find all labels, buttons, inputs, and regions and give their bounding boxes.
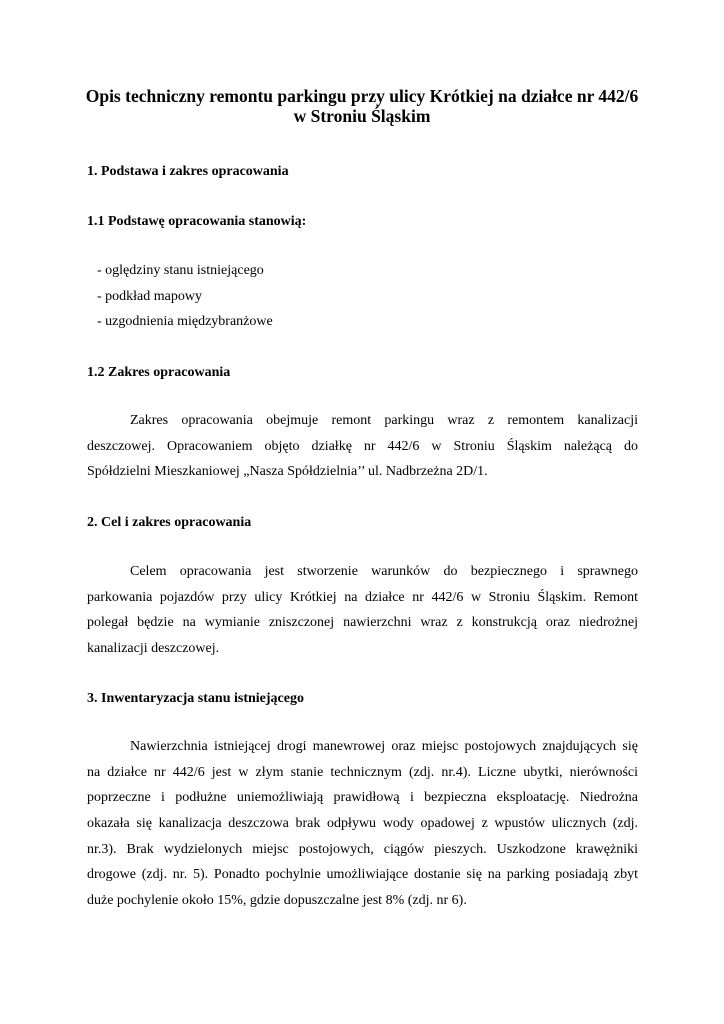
paragraph-line: Celem opracowania jest stworzenie warunków do bezpiecznego i sprawnego	[130, 564, 638, 579]
title-line-1: Opis techniczny remontu parkingu przy ulicy Krótkiej na działce nr 442/6	[85, 86, 639, 106]
paragraph-line: Spółdzielni Mieszkaniowej „Nasza Spółdzielnia’’ ul. Nadbrzeżna 2D/1.	[87, 464, 488, 480]
paragraph-line: kanalizacji deszczowej.	[87, 641, 220, 657]
section-2-heading: 2. Cel i zakres opracowania	[87, 515, 252, 530]
paragraph-line: drogowe (zdj. nr. 5). Ponadto pochylnie umożliwiające dostanie się na parking posiadają zbyt	[87, 867, 638, 883]
section-1-1-heading: 1.1 Podstawę opracowania stanowią:	[87, 214, 307, 229]
section-3-heading: 3. Inwentaryzacja stanu istniejącego	[87, 691, 304, 706]
list-item-agreements: - uzgodnienia międzybranżowe	[97, 314, 273, 329]
list-item-map-base: - podkład mapowy	[97, 289, 202, 304]
paragraph-line: Nawierzchnia istniejącej drogi manewrowej oraz miejsc postojowych znajdujących się	[130, 739, 638, 754]
document-title	[60, 86, 664, 126]
paragraph-line: poprzeczne i podłużne uniemożliwiają prawidłową i bezpieczna eksploatację. Niedrożna	[87, 790, 638, 806]
section-1-2-heading: 1.2 Zakres opracowania	[87, 365, 231, 380]
paragraph-line: Zakres opracowania obejmuje remont parkingu wraz z remontem kanalizacji	[130, 413, 638, 428]
section-3-paragraph	[87, 734, 638, 914]
paragraph-line: okazała się kanalizacja deszczowa brak odpływu wody opadowej z wpustów ulicznych (zdj.	[87, 816, 638, 832]
list-item-inspection: - oględziny stanu istniejącego	[97, 263, 264, 278]
paragraph-line: na działce nr 442/6 jest w złym stanie technicznym (zdj. nr.4). Liczne ubytki, nierówności	[87, 764, 638, 780]
title-line-2: w Stroniu Śląskim	[293, 106, 431, 126]
paragraph-line: parkowania pojazdów przy ulicy Krótkiej na działce nr 442/6 w Stroniu Śląskim. Remont	[87, 589, 638, 605]
paragraph-line: deszczowej. Opracowaniem objęto działkę nr 442/6 w Stroniu Śląskim należącą do	[87, 438, 638, 454]
paragraph-line: nr.3). Brak wydzielonych miejsc postojowych, ciągów pieszych. Uszkodzone krawężniki	[87, 841, 638, 857]
paragraph-line: duże pochylenie około 15%, gdzie dopuszczalne jest 8% (zdj. nr 6).	[87, 893, 467, 909]
paragraph-line: polegał będzie na wymianie zniszczonej nawierzchni wraz z konstrukcją oraz niedrożnej	[87, 615, 638, 631]
section-2-paragraph	[87, 559, 638, 662]
section-1-heading: 1. Podstawa i zakres opracowania	[87, 164, 289, 179]
section-1-2-paragraph	[87, 408, 638, 485]
